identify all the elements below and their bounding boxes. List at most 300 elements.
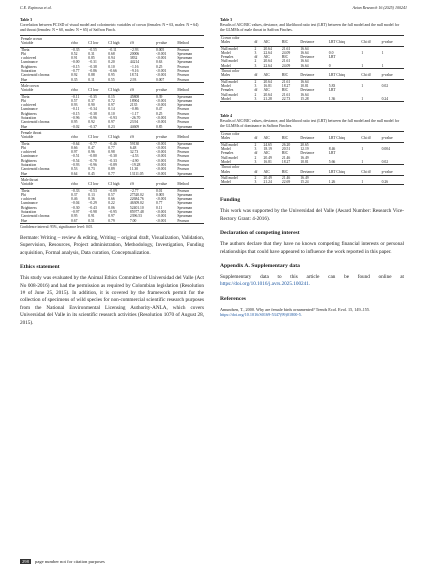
table-cell: Brightness	[21, 205, 37, 210]
table-cell: −0.96	[70, 116, 80, 121]
table-cell: AIC	[263, 55, 270, 60]
table-cell: 20006	[129, 51, 140, 56]
table-cell: 5.83	[328, 83, 336, 88]
table-cell: 1	[361, 83, 364, 88]
column-header: r/rho	[70, 88, 87, 94]
column-header: CI low	[87, 135, 107, 141]
column-header: Deviance	[299, 73, 327, 79]
table-cell: 0.14	[108, 107, 115, 112]
table-cell: <0.001	[155, 69, 167, 74]
table-cell: <0.001	[155, 171, 167, 176]
table-cell: 0.10	[108, 64, 115, 69]
table-cell: 0.79	[107, 219, 129, 224]
table-cell: −0.33	[108, 158, 117, 163]
table-cell: Carotenoid chroma	[21, 73, 50, 78]
table-cell: 0.95	[70, 120, 78, 125]
column-header: Method	[176, 135, 204, 141]
table-title: Table 3	[220, 18, 233, 22]
table-cell: Saturation	[21, 209, 37, 214]
footer-text: page number not for citation purposes	[35, 559, 105, 564]
column-header: AIC	[263, 73, 281, 79]
column-header: Variable	[20, 135, 70, 141]
table-cell: 1	[361, 147, 364, 152]
table-cell: <0.001	[155, 154, 167, 159]
table-cell: 0.77	[155, 201, 163, 206]
table-cell: 0.13	[88, 192, 95, 197]
table-cell: Brightness	[21, 158, 37, 163]
table-cell: 0.66	[70, 145, 78, 150]
column-header: df	[253, 73, 262, 79]
page-number: 298	[22, 559, 29, 564]
column-header: p-value	[155, 182, 176, 188]
table-cell: 16.64	[300, 50, 309, 55]
table-cell: <0.001	[155, 158, 167, 163]
column-header: LRT Chisq	[328, 170, 361, 176]
table-cell: 21.61	[281, 59, 291, 64]
column-header: Variable	[20, 41, 70, 47]
table-cell: <0.001	[155, 197, 167, 202]
table-cell: r achieved	[21, 150, 37, 155]
table-cell: 18.27	[281, 159, 291, 164]
table-cell: 0.47	[88, 145, 95, 150]
table-cell: Null model	[221, 46, 238, 51]
table-cell: Pearson	[177, 154, 190, 159]
table-cell: −0.96	[88, 163, 97, 168]
table-cell: Spearman	[177, 141, 193, 146]
column-header: BIC	[281, 40, 299, 46]
table-cell: Pearson	[177, 77, 190, 82]
table-cell: Deviance	[300, 88, 315, 93]
table-cell: 0.15	[108, 94, 115, 99]
table-cell: 0.37	[88, 98, 95, 103]
table-cell: Theta	[21, 47, 30, 52]
table-cell: 16.64	[300, 59, 309, 64]
table-cell: 0.004	[381, 147, 390, 152]
table-cell: BIC	[281, 88, 289, 93]
table-cell: 46309.02	[129, 201, 144, 206]
table-cell: −0.86	[129, 107, 139, 112]
table-cell: Pearson	[177, 188, 190, 193]
table-cell: 16.81	[263, 83, 272, 88]
table-cell: 15.28	[299, 97, 327, 102]
table-cell: LRT	[328, 151, 336, 156]
table-cell: Pearson	[177, 73, 190, 78]
table-cell: 0.51	[87, 219, 107, 224]
table-title: Table 3	[20, 18, 33, 22]
column-header: BIC	[281, 73, 299, 79]
table-cell: Model	[220, 97, 253, 102]
right-column	[220, 18, 404, 322]
table-cell: 20.65	[300, 142, 309, 147]
table-cell: −26.70	[129, 116, 141, 121]
table-cell: Pearson	[177, 47, 190, 52]
table-cell: 21.61	[281, 92, 291, 97]
table-cell: 85977.48	[129, 209, 144, 214]
left-column	[20, 18, 204, 327]
table-cell: −0.93	[70, 163, 80, 168]
table-cell: Null model	[221, 59, 238, 64]
appendix-heading: Appendix A. Supplementary data	[220, 263, 300, 270]
table-cell: 18904	[129, 98, 140, 103]
column-header: CI high	[107, 135, 129, 141]
ethics-heading: Ethics statement	[20, 264, 60, 271]
table-cell: 0.25	[155, 111, 163, 116]
funding-paragraph: This work was supported by the Universidad del Valle (Award Number: Research Vice-Rectory Grant: 4-2016).	[220, 208, 404, 222]
running-header	[20, 5, 407, 15]
table-cell: 0.01	[155, 188, 163, 193]
table-cell: df	[254, 151, 258, 156]
table-cell: 32.73	[129, 150, 139, 155]
competing-heading: Declaration of competing interest	[220, 230, 300, 237]
table-cell: 2396.53	[129, 214, 142, 219]
table-cell: 16.49	[300, 175, 309, 180]
table-cell: Spearman	[177, 60, 193, 65]
group-title: Male throat	[20, 176, 204, 182]
column-header: AIC	[263, 170, 281, 176]
table-cell: 3	[254, 83, 257, 88]
table-cell: 20.49	[263, 155, 272, 160]
table-cell: 0.91	[70, 56, 78, 61]
column-header: p-value	[155, 41, 176, 47]
table-cell: AIC	[263, 151, 270, 156]
table-cell: Null model	[221, 79, 238, 84]
table-cell: Null model	[221, 155, 238, 160]
table-cell: 0.20	[108, 60, 115, 65]
table-cell: 2	[254, 79, 257, 84]
table-cell: Spearman	[177, 209, 193, 214]
column-header: Males	[220, 73, 253, 79]
table-cell: 0.68	[108, 51, 115, 56]
table-cell: −0.51	[70, 154, 80, 159]
table-cell: −0.30	[108, 154, 117, 159]
table-cell: 0.95	[70, 214, 78, 219]
table-cell: 22.64	[263, 63, 272, 68]
table-cell: Model	[221, 83, 231, 88]
table-cell: 20.64	[263, 79, 272, 84]
glmm-male-throat-table	[220, 35, 404, 102]
table-cell: Pearson	[177, 145, 190, 150]
table-cell: 1	[381, 50, 384, 55]
table-cell: 3	[254, 50, 257, 55]
table-cell: 24.65	[263, 142, 272, 147]
table-cell: −0.89	[108, 163, 117, 168]
table-cell: 0.37	[70, 192, 78, 197]
table-cell: Null model	[221, 92, 238, 97]
column-header: Chi df	[360, 73, 380, 79]
table-cell: 2	[254, 46, 257, 51]
table-cell: 0.97	[108, 120, 115, 125]
table-cell: −0.95	[108, 209, 117, 214]
table-caption: Results of AIC/BIC values, deviance, and likelihood ratio test (LRT) between the full model and the null model for the GLMMs of male throat in Saffron Finches.	[220, 23, 400, 32]
table-cell: 20.49	[263, 175, 272, 180]
column-header: p-value	[155, 135, 176, 141]
column-header: t/S	[129, 88, 155, 94]
table-cell: 0.63	[155, 60, 163, 65]
table-cell: 0.23	[108, 124, 115, 129]
table-cell: 0.35	[70, 77, 78, 82]
group-title: Male crown	[20, 82, 204, 88]
table-cell: Spearman	[177, 201, 193, 206]
table-cell: 2	[254, 175, 257, 180]
table-cell: <0.001	[155, 214, 167, 219]
table-cell: Luminance	[21, 60, 38, 65]
table-cell: 0.77	[108, 171, 115, 176]
column-header: Males	[220, 136, 253, 142]
table-cell: 10.81	[300, 159, 309, 164]
column-header: CI high	[107, 88, 129, 94]
table-cell: 21.61	[281, 46, 291, 51]
table-cell: 3	[254, 147, 257, 152]
table-cell: 0.22	[108, 201, 115, 206]
table-cell: Pearson	[177, 120, 190, 125]
table-cell: Theta	[21, 188, 30, 193]
table-cell: Hue	[21, 77, 28, 82]
table-cell: 0.72	[108, 98, 115, 103]
table-cell: 0.57	[108, 192, 115, 197]
column-header: df	[253, 170, 262, 176]
table-cell: Saturation	[21, 163, 37, 168]
table-cell: 59130	[129, 141, 140, 146]
column-header: CI low	[87, 88, 107, 94]
table-cell: 22.64	[263, 50, 272, 55]
table-cell: LRT	[328, 55, 336, 60]
table-cell: 0.02	[381, 83, 389, 88]
table-cell: Deviance	[300, 151, 315, 156]
table-cell: 0.67	[70, 219, 87, 224]
table-cell: −0.66	[108, 69, 117, 74]
table-cell: 0.46	[70, 197, 78, 202]
column-header: Method	[176, 41, 204, 47]
table-cell: 23.94	[129, 120, 139, 125]
appendix-paragraph	[220, 274, 404, 289]
column-header: df	[253, 136, 262, 142]
table-cell: <0.001	[155, 167, 167, 172]
table-cell: 0.02	[381, 159, 389, 164]
table-cell: Hue	[20, 219, 70, 224]
table-cell: −2.77	[129, 188, 139, 193]
table-cell: 0	[328, 63, 331, 68]
table-cell: 2	[254, 155, 257, 160]
column-header: Males	[220, 170, 253, 176]
table-cell: −0.97	[70, 209, 80, 214]
table-cell: 45808	[129, 94, 140, 99]
column-header: r/rho	[70, 135, 87, 141]
table-cell: 11.30	[129, 167, 139, 172]
table-cell: Spearman	[177, 124, 193, 129]
table-cell: df	[254, 55, 258, 60]
table-cell: Phi	[21, 145, 26, 150]
column-header: LRT Chisq	[328, 73, 361, 79]
table-cell: Theta	[21, 141, 30, 146]
table-cell: df	[254, 88, 258, 93]
table-cell: 0.11	[88, 77, 95, 82]
table-cell: Luminance	[21, 107, 38, 112]
table-cell: <0.001	[155, 150, 167, 155]
table-cell: Females	[221, 88, 234, 93]
table-cell: Saturation	[21, 116, 37, 121]
table-cell: −0.02	[70, 124, 80, 129]
table-cell: Hue	[21, 171, 28, 176]
table-cell: −0.35	[88, 94, 97, 99]
column-header: p-value	[381, 40, 404, 46]
column-header: BIC	[281, 136, 299, 142]
reference-link[interactable]: https://doi.org/10.1016/S0169-5347(99)01800-5.	[220, 312, 302, 318]
table-cell: 20.51	[281, 147, 291, 152]
table-row	[220, 97, 404, 102]
table-cell: Carotenoid chroma	[21, 214, 50, 219]
table-cell: 0.47	[155, 107, 163, 112]
table-cell: 0.77	[108, 145, 115, 150]
glmm-dominance-table	[220, 131, 404, 185]
table-cell: 1	[360, 97, 380, 102]
table-cell: <0.001	[155, 209, 167, 214]
table-cell: 3	[254, 63, 257, 68]
column-header: r/rho	[70, 41, 87, 47]
table-cell: 10.81	[300, 83, 309, 88]
table-cell: −0.00	[70, 60, 80, 65]
table-cell: 20.64	[263, 59, 272, 64]
column-header: Variable	[20, 88, 70, 94]
table-caption: Results of AIC/BIC values, deviance, and likelihood ratio test (LRT) between the full model and the null model for the GLMMs of dominance in Saffron Finches.	[220, 119, 400, 129]
table-cell: −0.30	[70, 205, 80, 210]
header-authors: C.E. Espinosa et al.	[20, 5, 52, 10]
table-cell: 16.64	[300, 92, 309, 97]
table-cell: Brightness	[21, 64, 37, 69]
table-cell: 0.88	[88, 73, 95, 78]
table-cell: 18.19	[263, 147, 272, 152]
table-cell: 0.39	[155, 94, 163, 99]
table-cell: 18.74	[129, 73, 139, 78]
table-cell: AIC	[263, 88, 270, 93]
table-cell: 13111.05	[129, 171, 144, 176]
table-cell: 0.25	[155, 64, 163, 69]
table-cell: −0.09	[108, 188, 117, 193]
table-cell: 24.09	[281, 50, 291, 55]
table-cell: Model	[221, 50, 231, 55]
column-header: Method	[176, 182, 204, 188]
table-cell: Theta	[21, 94, 30, 99]
table-cell: 52401.10	[129, 205, 144, 210]
table-cell: 0.005	[155, 47, 165, 52]
table-cell: −0.93	[108, 116, 117, 121]
table-cell: 2	[254, 92, 257, 97]
table-cell: Spearman	[177, 214, 193, 219]
table-cell: Pearson	[176, 219, 204, 224]
table-cell: 22684.76	[129, 197, 144, 202]
table-cell: 21.24	[263, 180, 281, 185]
table-cell: 44609	[129, 124, 140, 129]
table-cell: Spearman	[177, 171, 193, 176]
section-title: Throat color	[220, 165, 404, 170]
column-header: r/rho	[70, 182, 87, 188]
table-cell: 2.93	[129, 77, 137, 82]
table-cell: 0.0	[328, 50, 334, 55]
table-cell: 0.85	[155, 124, 163, 129]
table-cell: 21.46	[281, 175, 291, 180]
table-cell: 0.31	[88, 51, 95, 56]
table-cell: <0.001	[155, 120, 167, 125]
table-row	[220, 180, 404, 185]
table-cell: 0.96	[88, 150, 95, 155]
table-cell: 0.53	[70, 167, 78, 172]
table-cell: −4.90	[129, 158, 139, 163]
ethics-paragraph: This study was evaluated by the Animal Ethics Committee of Universidad del Valle (Act No 008-2016) and had the permission as required by Colombian legislation (Resolution 1# of June 25, 2015). In addition, it is covered by the framework permit for the collection of specimens of wild species for non-commercial scientific research purposes from the National Environmental Licensing Authority-ANLA, which covers Universidad del Valle in its scientific research activities (Resolution 1070 of August 28, 2015).	[20, 275, 204, 326]
table-cell: −19.28	[129, 163, 141, 168]
table-cell: BIC	[281, 55, 289, 60]
table-cell: −0.38	[88, 64, 97, 69]
table-cell: −0.46	[108, 141, 117, 146]
table-cell: 16.81	[263, 159, 272, 164]
table-cell: 0.24	[381, 97, 404, 102]
column-header: CI low	[87, 41, 107, 47]
table-cell: 0.85	[88, 56, 95, 61]
table-cell: 2	[254, 142, 257, 147]
table-cell: Spearman	[177, 103, 193, 108]
appendix-link[interactable]: https://doi.org/10.1016/j.avrs.2025.100241.	[220, 281, 311, 288]
column-header: p-value	[155, 88, 176, 94]
table-cell: 0.97	[70, 150, 78, 155]
table-cell: Null model	[221, 142, 238, 147]
table-cell: 24.09	[281, 63, 291, 68]
table-cell: Spearman	[177, 51, 193, 56]
column-header: Chi df	[360, 40, 380, 46]
table-cell: 21.46	[281, 155, 291, 160]
table-cell: Spearman	[177, 94, 193, 99]
table-cell: 0.73	[88, 167, 95, 172]
column-header: AIC	[263, 136, 281, 142]
table-cell: Pearson	[177, 163, 190, 168]
table-cell: 0.94	[108, 56, 115, 61]
table-cell: r achieved	[21, 56, 37, 61]
table-cell: Model	[221, 147, 231, 152]
table-cell: Phi	[21, 51, 26, 56]
table-cell: −0.11	[108, 47, 117, 52]
table-caption: Correlation between PC1SD of visual model and colorimetric variables of crown (females: N = 63, males: N = 64) and throat (females: N = 60, males: N = 65) of Saffron Finch.	[20, 23, 199, 32]
column-header: t/S	[129, 41, 155, 47]
column-header: Chi df	[360, 136, 380, 142]
table-cell: <0.001	[155, 163, 167, 168]
table-cell: 1	[361, 159, 364, 164]
column-header: Deviance	[299, 40, 327, 46]
table-cell: 0.26	[381, 180, 404, 185]
column-header: LRT Chisq	[328, 136, 361, 142]
table-cell: Pearson	[177, 116, 190, 121]
table-cell: −0.15	[70, 64, 80, 69]
column-header: Method	[176, 88, 204, 94]
table-cell: 27520.02	[129, 192, 144, 197]
table-cell: 0.007	[155, 77, 165, 82]
table-cell: 18.27	[281, 83, 291, 88]
table-cell: <0.001	[155, 73, 167, 78]
table-cell: Hue	[21, 124, 28, 129]
table-cell: 0.92	[70, 73, 78, 78]
table-cell: 16.64	[300, 46, 309, 51]
table-cell: Pearson	[177, 158, 190, 163]
table-cell: Pearson	[177, 111, 190, 116]
table-cell: 0.66	[108, 197, 115, 202]
reference-entry	[220, 307, 404, 318]
table-cell: Phi	[21, 192, 26, 197]
table-cell: r achieved	[21, 103, 37, 108]
column-header: Males	[220, 40, 253, 46]
table-cell: 0.10	[108, 111, 115, 116]
table-cell: 0.95	[108, 73, 115, 78]
table-cell: Carotenoid chroma	[21, 167, 50, 172]
table-cell: 3832	[129, 56, 138, 61]
column-header: t/S	[129, 135, 155, 141]
table-cell: LRT	[328, 88, 336, 93]
table-cell: −0.64	[70, 141, 80, 146]
